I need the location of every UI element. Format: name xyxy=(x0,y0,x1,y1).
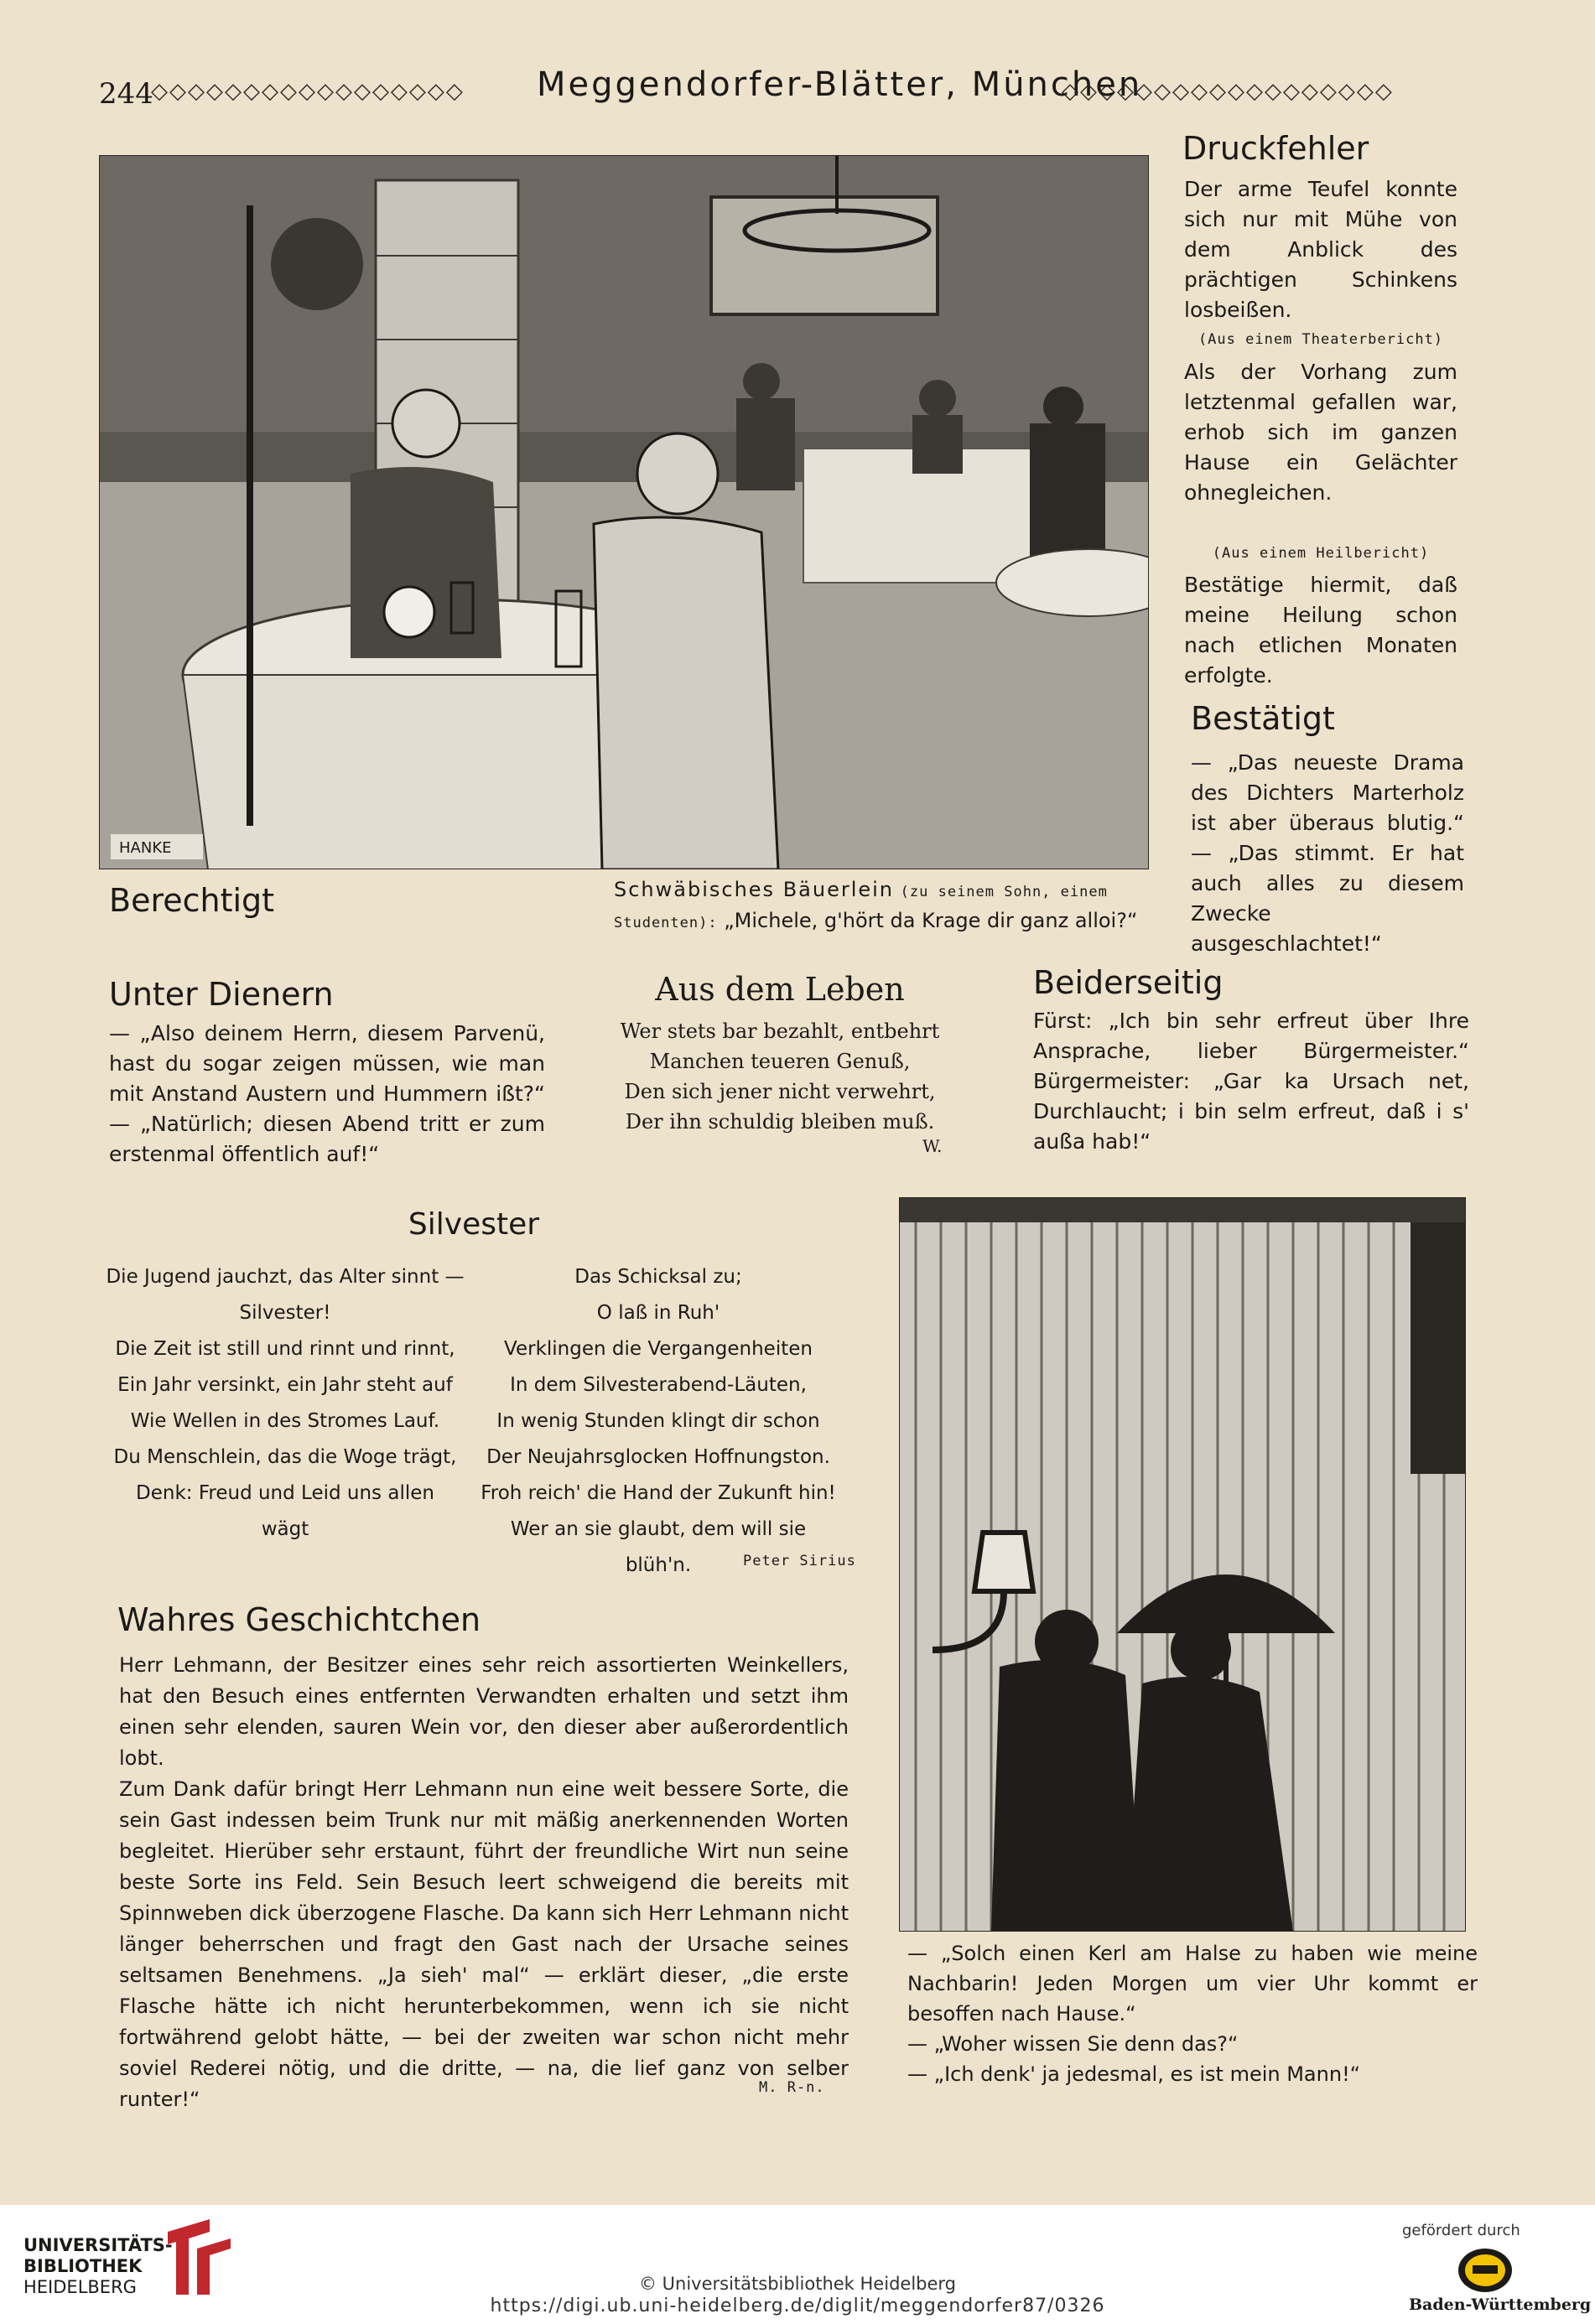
caption1-speaker: Schwäbisches Bäuerlein xyxy=(614,878,895,901)
poem-line: Wer stets bar bezahlt, entbehrt xyxy=(620,1019,940,1043)
state-name: Baden-Württemberg xyxy=(1409,2295,1592,2314)
state-crest-icon xyxy=(1456,2245,1514,2295)
library-name-line2: BIBLIOTHEK xyxy=(23,2256,143,2276)
poem-line: Der Neujahrsglocken Hoffnungston. xyxy=(486,1446,830,1468)
library-name-line1: UNIVERSITÄTS- xyxy=(23,2235,173,2255)
bestaetigt-heading: Bestätigt xyxy=(1191,700,1335,737)
artist-signature: HANKE xyxy=(119,839,172,857)
poem-line: In wenig Stunden klingt dir schon xyxy=(496,1410,820,1432)
poem-line: wägt xyxy=(261,1518,309,1540)
beiderseitig-text xyxy=(1033,1006,1469,1157)
aus-dem-leben-poem xyxy=(604,1016,956,1137)
wahres-paragraph2: Zum Dank dafür bringt Herr Lehmann nun eine weit bessere Sorte, die sein Gast indessen beim Trunk nur mit mäßig anerkennenden Worten begleitet. Hierüber sehr erstaunt, führt der freundliche Wirt nun seine beste Sorte ins Feld. Sein Besuch leert schweigend die bereits mit Spinnweben dick überzogene Flasche. Da kann sich Herr Lehmann nicht länger beherrschen und fragt den Gast nach der Ursache seines seltsamen Benehmens. „Ja sieh' mal“ — erklärt dieser, „die erste Flasche hätte ich nicht herunterbekommen, wenn ich sie nicht fortwährend gelobt hätte, — bei der zweiten war schon nicht mehr soviel Rederei nötig, und die dritte, — na, die lief ganz von selber runter!“ xyxy=(119,1777,849,2111)
beiderseitig-line1: Fürst: „Ich bin sehr erfreut über Ihre Ansprache, lieber Bürgermeister.“ xyxy=(1033,1009,1469,1063)
poem-line: Silvester! xyxy=(239,1302,331,1324)
caption1-aside1: (zu seinem Sohn, einem xyxy=(900,884,1108,900)
copyright-notice: © Universitätsbibliothek Heidelberg xyxy=(638,2274,956,2294)
poem-line: Den sich jener nicht verwehrt, xyxy=(624,1080,936,1103)
wahres-author: M. R-n. xyxy=(759,2079,825,2096)
berechtigt-heading: Berechtigt xyxy=(109,882,275,919)
druckfehler-p2: Als der Vorhang zum letztenmal gefallen war, erhob sich im ganzen Hause ein Gelächter ohnegleichen. xyxy=(1184,360,1457,505)
druckfehler-heading: Druckfehler xyxy=(1182,130,1369,167)
permalink-url[interactable]: https://digi.ub.uni-heidelberg.de/diglit/meggendorfer87/0326 xyxy=(490,2295,1105,2316)
silvester-heading: Silvester xyxy=(408,1207,540,1242)
beiderseitig-line2: Bürgermeister: „Gar ka Ursach net, Durchlaucht; i bin selm erfreut, daß i s' außa hab!“ xyxy=(1033,1069,1469,1154)
poem-line: Denk: Freud und Leid uns allen xyxy=(136,1482,434,1504)
sponsor-label: gefördert durch xyxy=(1402,2222,1520,2239)
berechtigt-caption xyxy=(614,875,1151,937)
rain-caption-line1: — „Solch einen Kerl am Halse zu haben wie meine Nachbarin! Jeden Morgen um vier Uhr kommt er besoffen nach Hause.“ xyxy=(907,1942,1478,2026)
poem-line: Manchen teueren Genuß, xyxy=(649,1050,911,1073)
caption1-aside2: Studenten): xyxy=(614,915,718,931)
caption1-quote: „Michele, g'hört da Krage dir ganz alloi?“ xyxy=(724,909,1138,932)
silvester-right-column xyxy=(478,1259,839,1584)
page-number: 244 xyxy=(99,77,153,111)
journal-title: Meggendorfer-Blätter, München xyxy=(537,65,1143,104)
beiderseitig-heading: Beiderseitig xyxy=(1033,964,1224,1001)
poem-line: Du Menschlein, das die Woge trägt, xyxy=(113,1446,457,1468)
poem-line: O laß in Ruh' xyxy=(596,1302,720,1324)
aus-dem-leben-author: W. xyxy=(922,1136,943,1156)
rain-caption-line3: — „Ich denk' ja jedesmal, es ist mein Mann!“ xyxy=(907,2062,1361,2086)
poem-line: Ein Jahr versinkt, ein Jahr steht auf xyxy=(117,1374,453,1396)
poem-line: In dem Silvesterabend-Läuten, xyxy=(510,1374,807,1396)
header-ornament-right: ◇◇◇◇◇◇◇◇◇◇◇◇◇◇◇◇◇◇ xyxy=(1062,79,1394,104)
poem-line: Verklingen die Vergangenheiten xyxy=(504,1338,813,1360)
wahres-heading: Wahres Geschichtchen xyxy=(117,1601,481,1638)
poem-line: Der ihn schuldig bleiben muß. xyxy=(625,1110,935,1133)
silvester-left-column xyxy=(101,1259,470,1548)
unter-dienern-text: — „Also deinem Herrn, diesem Parvenü, hast du sogar zeigen müssen, wie man mit Anstand Austern und Hummern ißt?“ — „Natürlich; diesen Abend tritt er zum erstenmal öffentlich auf!“ xyxy=(109,1021,545,1166)
wahres-paragraph1: Herr Lehmann, der Besitzer eines sehr reich assortierten Weinkellers, hat den Besuch eines entfernten Verwandten erhalten und setzt ihm einen sehr elenden, sauren Wein vor, den dieser aber außerordentlich lobt. xyxy=(119,1653,849,1770)
footer-bar xyxy=(0,2205,1595,2324)
header-ornament-left: ◇◇◇◇◇◇◇◇◇◇◇◇◇◇◇◇◇ xyxy=(151,79,465,104)
rain-caption-line2: — „Woher wissen Sie denn das?“ xyxy=(907,2032,1239,2056)
druckfehler-p1: Der arme Teufel konnte sich nur mit Mühe von dem Anblick des prächtigen Schinkens losbeißen. xyxy=(1184,177,1457,322)
poem-line: Froh reich' die Hand der Zukunft hin! xyxy=(481,1482,836,1504)
rain-illustration xyxy=(899,1197,1466,1932)
rain-caption xyxy=(907,1938,1478,2089)
druckfehler-note2: (Aus einem Theaterbericht) xyxy=(1198,331,1444,348)
druckfehler-p3: Bestätige hiermit, daß meine Heilung schon nach etlichen Monaten erfolgte. xyxy=(1184,573,1457,687)
druckfehler-note3: (Aus einem Heilbericht) xyxy=(1212,545,1430,562)
poem-line: Wie Wellen in des Stromes Lauf. xyxy=(130,1410,440,1432)
poem-line: Das Schicksal zu; xyxy=(574,1266,742,1288)
library-name-line3: HEIDELBERG xyxy=(23,2277,137,2297)
aus-dem-leben-heading: Aus dem Leben xyxy=(655,971,905,1008)
cafe-illustration xyxy=(99,155,1149,869)
poem-line: Die Jugend jauchzt, das Alter sinnt — xyxy=(106,1266,465,1288)
bestaetigt-text: — „Das neueste Drama des Dichters Marterholz ist aber überaus blutig.“ — „Das stimmt. Er hat auch alles zu diesem Zwecke ausgeschlachtet!“ xyxy=(1191,750,1464,956)
unter-dienern-heading: Unter Dienern xyxy=(109,976,334,1013)
wahres-text xyxy=(119,1650,849,2115)
poem-line: Die Zeit ist still und rinnt und rinnt, xyxy=(115,1338,455,1360)
silvester-author: Peter Sirius xyxy=(743,1553,856,1569)
poem-line: Wer an sie glaubt, dem will sie blüh'n. xyxy=(510,1518,807,1576)
